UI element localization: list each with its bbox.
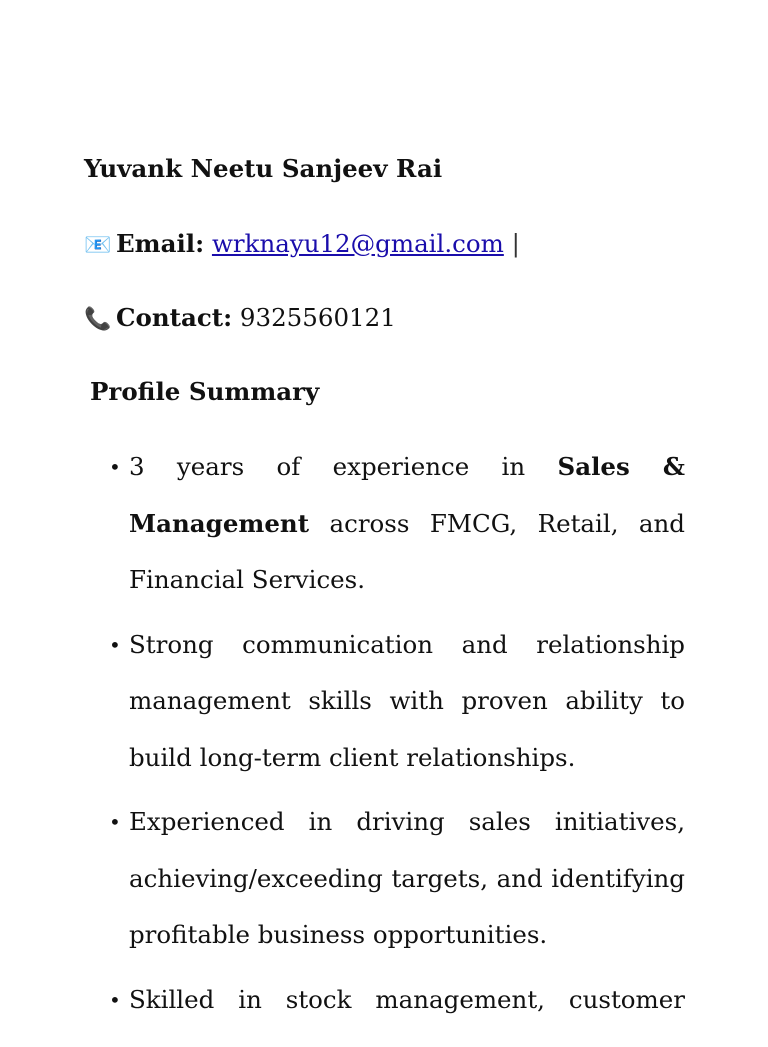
list-item	[0, 617, 685, 787]
phone-icon: 📞	[84, 307, 112, 332]
list-item-text: 3 years of experience in	[129, 452, 558, 481]
bullet-icon: •	[109, 455, 121, 479]
list-item-text-end: across FMCG, Retail, and Financial Services.	[129, 508, 685, 594]
email-line	[84, 227, 520, 263]
contact-line	[84, 301, 396, 337]
list-item	[0, 794, 685, 964]
email-label: Email:	[116, 229, 205, 258]
separator: |	[511, 229, 520, 258]
envelope-icon: 📧	[84, 233, 112, 258]
bullet-icon: •	[109, 987, 121, 1012]
list-item	[0, 439, 685, 609]
list-item-bold: Sales & Management	[129, 452, 685, 538]
bullet-icon: •	[109, 810, 121, 834]
bullet-icon: •	[109, 632, 121, 657]
list-item-text: Experienced in driving sales initiatives, achieving/exceeding targets, and identifying profitable business opportunities.	[129, 807, 685, 949]
contact-value: 9325560121	[239, 303, 396, 332]
profile-summary-list	[0, 450, 768, 1047]
list-item-text: Strong communication and relationship management skills with proven ability to build long-term client relationships.	[129, 629, 685, 772]
list-item	[0, 972, 685, 1029]
candidate-name: Yuvank Neetu Sanjeev Rai	[84, 154, 443, 183]
profile-summary-heading: Profile Summary	[90, 377, 320, 406]
email-link[interactable]: wrknayu12@gmail.com	[211, 229, 504, 258]
contact-label: Contact:	[116, 303, 233, 332]
list-item-text: Skilled in stock management, customer	[129, 984, 685, 1014]
